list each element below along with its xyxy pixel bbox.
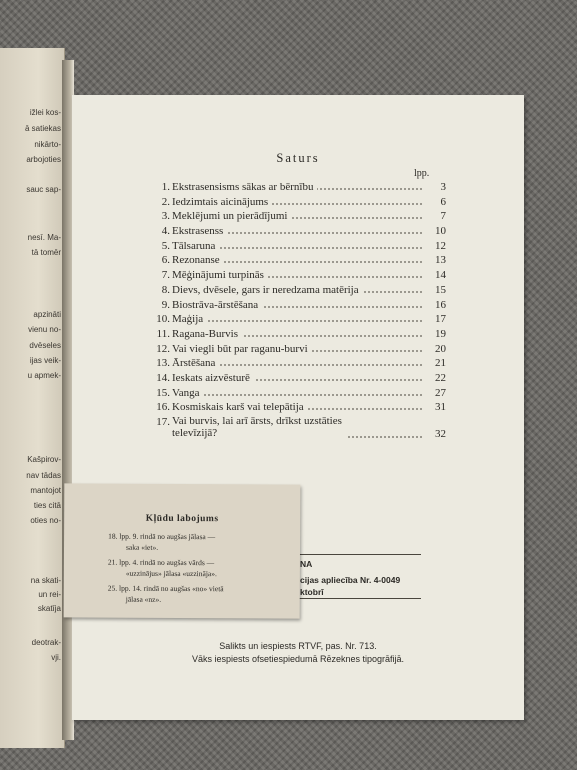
toc-entry-number: 15. <box>156 386 170 399</box>
toc-entry-number: 8. <box>161 283 170 296</box>
toc-entry-title-line: televīzijā? <box>172 427 218 439</box>
toc-entry-number: 17. <box>156 416 170 428</box>
errata-line: 25. lpp. 14. rindā no augšas «no» vietā <box>107 583 224 594</box>
toc-entry <box>156 312 446 327</box>
table-of-contents <box>156 180 446 441</box>
left-page-text: u apmek- <box>27 371 61 380</box>
toc-entry-number: 7. <box>161 269 170 282</box>
toc-entry <box>156 180 446 195</box>
printer-info: Vāks iespiests ofsetiespiedumā Rēzeknes tipogrāfijā. <box>191 654 405 664</box>
errata-line: 21. lpp. 4. rindā no augšas vārds — <box>107 557 215 568</box>
toc-entry <box>156 224 446 239</box>
toc-entry-page: 17 <box>424 312 446 326</box>
toc-entry-number: 4. <box>161 225 170 238</box>
left-page-text: skatīja <box>37 604 61 613</box>
left-page-text: apzināti <box>33 310 61 319</box>
left-page-text: ā satiekas <box>24 124 61 133</box>
toc-entry-page: 15 <box>424 283 446 297</box>
toc-entry <box>156 342 446 357</box>
left-page-text: arbojoties <box>26 155 61 164</box>
toc-entry-title: Ieskats aizvēsturē <box>172 371 254 385</box>
toc-entry-number: 1. <box>161 181 170 193</box>
toc-entry-title: Maģija <box>172 312 207 326</box>
toc-entry <box>156 298 446 313</box>
toc-entry-title: Dievs, dvēsele, gars ir neredzama matērija <box>172 283 363 297</box>
toc-entry <box>156 268 446 283</box>
toc-entry-page: 10 <box>424 224 446 238</box>
left-page-text: nesī. Ma- <box>27 233 61 242</box>
toc-entry-title: Ekstrasenss <box>172 224 227 238</box>
toc-entry-title: Vanga <box>172 386 204 400</box>
toc-entry-page: 7 <box>424 209 446 223</box>
imprint-line: NA <box>300 559 313 569</box>
toc-entry-title: Ārstēšana <box>172 356 219 370</box>
toc-entry-number: 13. <box>156 357 170 370</box>
printer-info: Salikts un iespiests RTVF, pas. Nr. 713. <box>219 641 377 651</box>
toc-entry-page: 16 <box>424 298 446 312</box>
errata-line: saka «iet». <box>125 542 159 552</box>
toc-entry-title: Tālsaruna <box>172 239 219 253</box>
toc-entry-page: 12 <box>424 239 446 253</box>
contents-page <box>72 95 524 720</box>
toc-entry-number: 3. <box>161 210 170 223</box>
contents-title: Saturs <box>276 151 320 165</box>
toc-entry-page: 22 <box>424 371 446 385</box>
errata-slip <box>64 483 301 618</box>
toc-entry <box>156 209 446 224</box>
toc-entry-number: 16. <box>156 401 170 414</box>
left-page-text: un rei- <box>38 590 61 599</box>
toc-entry-page: 21 <box>424 356 446 370</box>
toc-entry-page: 3 <box>424 180 446 194</box>
toc-entry-number: 10. <box>156 313 170 326</box>
toc-entry <box>156 371 446 386</box>
left-page-text: na skati- <box>30 576 61 585</box>
toc-entry <box>156 415 446 441</box>
toc-entry <box>156 327 446 342</box>
toc-entry-page: 20 <box>424 342 446 356</box>
left-page-text: Kašpirov- <box>27 455 61 464</box>
toc-entry-title: Ekstrasensisms sākas ar bērnību <box>172 180 317 194</box>
toc-entry-number: 12. <box>156 342 170 355</box>
toc-entry-title: Ragana-Burvis <box>172 327 242 341</box>
toc-entry <box>156 239 446 254</box>
left-page-text: vienu no- <box>28 325 61 334</box>
toc-entry-title: Vai viegli būt par raganu-burvi <box>172 342 312 356</box>
toc-entry-number: 2. <box>161 195 170 208</box>
left-page-text: mantojot <box>30 486 61 495</box>
toc-entry-number: 5. <box>161 239 170 252</box>
left-page-text: vji. <box>51 653 61 662</box>
leader-dots <box>172 394 422 396</box>
left-page-text: deotrak- <box>31 638 61 647</box>
left-page-text: ižlei kos- <box>29 108 61 117</box>
left-facing-page <box>0 48 65 748</box>
toc-entry-page: 14 <box>424 268 446 282</box>
errata-line: jālasa «nz». <box>125 594 162 604</box>
toc-entry-page: 19 <box>424 327 446 341</box>
toc-entry-title: Biostrāva-ārstēšana <box>172 298 262 312</box>
toc-entry <box>156 195 446 210</box>
left-page-text: nav tādas <box>26 471 61 480</box>
left-page-text: ties citā <box>33 501 61 510</box>
toc-entry-title: Kosmiskais karš vai telepātija <box>172 400 308 414</box>
toc-entry <box>156 356 446 371</box>
left-page-text: sauc sap- <box>26 185 61 194</box>
toc-entry-title: Iedzimtais aicinājums <box>172 195 272 209</box>
toc-entry <box>156 386 446 401</box>
toc-entry-page: 31 <box>424 400 446 414</box>
toc-entry <box>156 283 446 298</box>
left-page-text: dvēseles <box>29 341 61 350</box>
toc-entry-number: 11. <box>156 327 170 340</box>
toc-entry-page: 13 <box>424 253 446 267</box>
toc-entry-title <box>172 415 346 439</box>
errata-title: Kļūdu labojums <box>145 513 219 525</box>
toc-entry <box>156 253 446 268</box>
toc-entry-page: 6 <box>424 195 446 209</box>
toc-entry-title: Meklējumi un pierādījumi <box>172 209 291 223</box>
toc-entry-title: Rezonanse <box>172 253 224 267</box>
toc-entry-title-line: Vai burvis, lai arī ārsts, drīkst uzstāties <box>172 415 342 427</box>
left-page-text: ijas veik- <box>29 356 61 365</box>
toc-entry <box>156 400 446 415</box>
toc-entry-title: Mēģinājumi turpinās <box>172 268 268 282</box>
imprint-line: cijas apliecība Nr. 4-0049 <box>300 575 401 585</box>
toc-entry-page: 32 <box>424 427 446 441</box>
toc-entry-number: 9. <box>161 298 170 311</box>
leader-dots <box>172 320 422 322</box>
toc-entry-page: 27 <box>424 386 446 400</box>
toc-entry-number: 14. <box>156 371 170 384</box>
left-page-text: tā tomēr <box>31 248 61 257</box>
errata-line: 18. lpp. 9. rindā no augšas jālasa — <box>108 531 216 542</box>
left-page-text: nikārto- <box>34 140 61 149</box>
errata-line: «uzzinājus» jālasa «uzzināja». <box>125 568 217 579</box>
imprint-line: ktobrī <box>300 587 324 597</box>
toc-entry-number: 6. <box>161 254 170 267</box>
page-column-label: lpp. <box>414 168 430 179</box>
left-page-text: oties no- <box>30 516 61 525</box>
